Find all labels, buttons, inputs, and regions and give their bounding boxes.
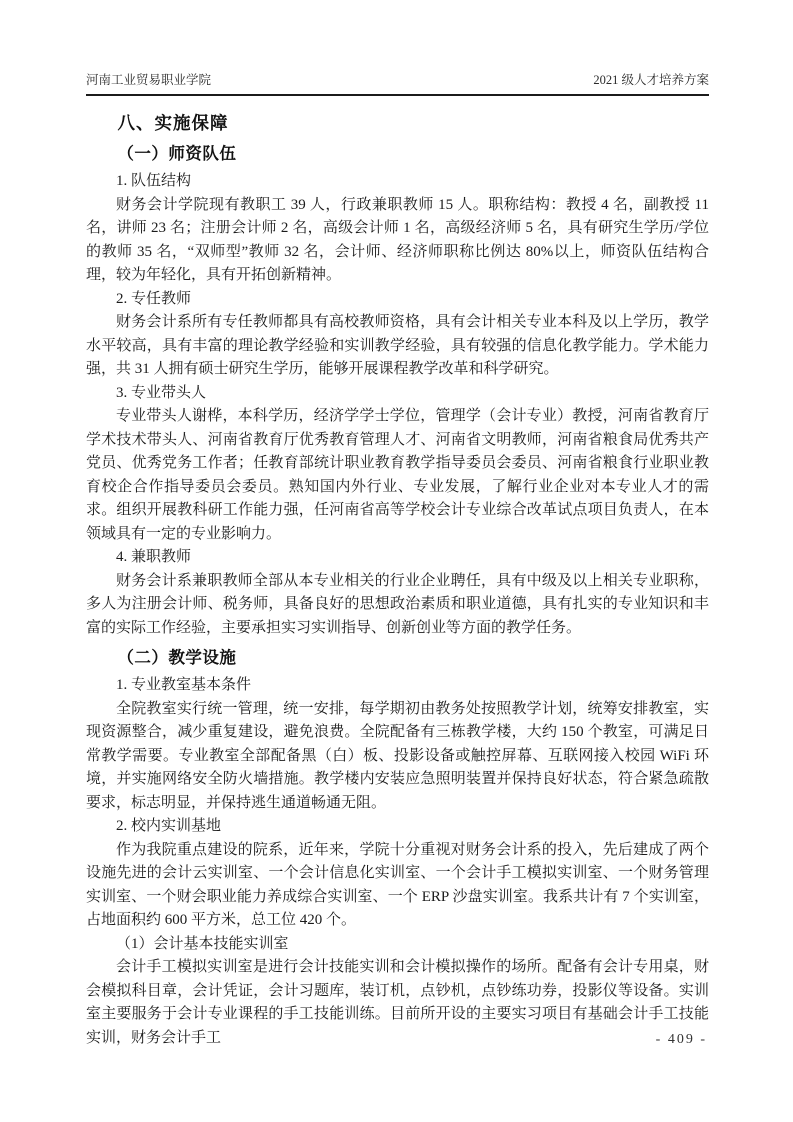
document-body [86, 100, 709, 1050]
header-plan-title: 2021 级人才培养方案 [593, 73, 709, 87]
paragraph-program-leader: 专业带头人谢桦，本科学历，经济学学士学位，管理学（会计专业）教授，河南省教育厅学术技术带头人、河南省教育厅优秀教育管理人才、河南省文明教师，河南省粮食局优秀共产党员、优秀党务工作者；任教育部统计职业教育教学指导委员会委员、河南省粮食行业职业教育校企合作指导委员会委员。熟知国内外行业、专业发展，了解行业企业对本专业人才的需求。组织开展教科研工作能力强，任河南省高等学校会计专业综合改革试点项目负责人，在本领域具有一定的专业影响力。 [86, 408, 709, 542]
section-title: 八、实施保障 [117, 113, 229, 133]
item-team-structure: 1. 队伍结构 [116, 173, 192, 189]
page-footer [656, 1032, 707, 1048]
item-training-base: 2. 校内实训基地 [116, 818, 222, 834]
item-program-leader: 3. 专业带头人 [116, 384, 207, 401]
paragraph-accounting-skills-room: 会计手工模拟实训室是进行会计技能实训和会计模拟操作的场所。配备有会计专用桌，财会模拟科目章，会计凭证，会计习题库，装订机，点钞机，点钞练功券，投影仪等设备。实训室主要服务于会计专业课程的手工技能训练。目前所开设的主要实习项目有基础会计手工技能实训，财务会计手工 [86, 959, 709, 1046]
paragraph-fulltime-teachers: 财务会计系所有专任教师都具有高校教师资格，具有会计相关专业本科及以上学历，教学水平较高，具有丰富的理论教学经验和实训教学经验，具有较强的信息化教学能力。学术能力强，共 31 人拥有硕士研究生学历，能够开展课程教学改革和科学研究。 [86, 314, 709, 377]
paragraph-training-base: 作为我院重点建设的院系，近年来，学院十分重视对财务会计系的投入，先后建成了两个设施先进的会计云实训室、一个会计信息化实训室、一个会计手工模拟实训室、一个财务管理实训室、一个财会职业能力养成综合实训室、一个 ERP 沙盘实训室。我系共计有 7 个实训室，占地面积约 600 平方米，总工位 420 个。 [86, 841, 709, 928]
page-header [86, 70, 709, 96]
paragraph-classroom-conditions: 全院教室实行统一管理，统一安排，每学期初由教务处按照教学计划，统筹安排教室，实现资源整合，减少重复建设，避免浪费。全院配备有三栋教学楼，大约 150 个教室，可满足日常教学需要。专业教室全部配备黑（白）板、投影设备或触控屏幕、互联网接入校园 WiFi 环境，并实施网络安全防火墙措施。教学楼内安装应急照明装置并保持良好状态，符合紧急疏散要求，标志明显，并保持逃生通道畅通无阻。 [86, 700, 709, 811]
item-accounting-skills-room: （1）会计基本技能实训室 [116, 935, 289, 952]
subsection-title-facilities: （二）教学设施 [117, 649, 237, 667]
item-fulltime-teachers: 2. 专任教师 [116, 290, 192, 307]
paragraph-team-structure: 财务会计学院现有教职工 39 人，行政兼职教师 15 人。职称结构：教授 4 名，副教授 11 名，讲师 23 名；注册会计师 2 名，高级会计师 1 名，高级经济师 5 名，具有研究生学历/学位的教师 35 名，“双师型”教师 32 名，会计师、经济师职称比例达 80%以上，师资队伍结构合理，较为年轻化，具有开拓创新精神。 [86, 196, 709, 283]
paragraph-parttime-teachers: 财务会计系兼职教师全部从本专业相关的行业企业聘任，具有中级及以上相关专业职称，多人为注册会计师、税务师，具备良好的思想政治素质和职业道德，具有扎实的专业知识和丰富的实际工作经验，主要承担实习实训指导、创新创业等方面的教学任务。 [86, 572, 709, 636]
item-classroom-conditions: 1. 专业教室基本条件 [116, 677, 252, 693]
subsection-title-faculty: （一）师资队伍 [117, 145, 237, 163]
header-school-name: 河南工业贸易职业学院 [86, 73, 212, 87]
item-parttime-teachers: 4. 兼职教师 [116, 549, 192, 565]
page-number: - 409 - [655, 1032, 707, 1047]
